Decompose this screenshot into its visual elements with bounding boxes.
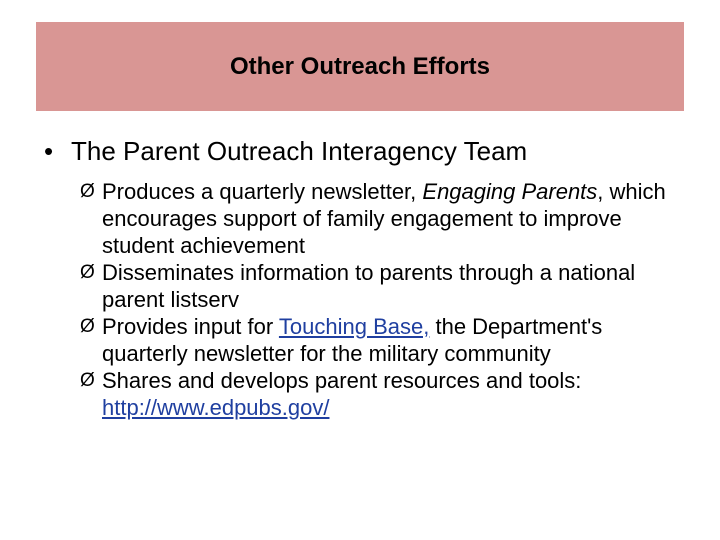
title-banner [36,22,684,111]
sub-bullet-text: Shares and develops parent resources and tools: [102,368,582,393]
arrow-bullet-icon: Ø [80,262,95,283]
sub-bullet-text: Disseminates information to parents through a national parent listserv [102,260,636,312]
touching-base-link[interactable]: Touching Base, [278,314,430,339]
main-bullet [44,133,684,169]
arrow-bullet-icon: Ø [80,181,95,202]
bullet-dot-icon: • [44,136,54,166]
sub-bullet-touching-base [80,313,690,367]
sub-bullet-text: the Department's quarterly newsletter for the military community [102,314,603,366]
sub-bullet-text: , which encourages support of family engagement to improve student achievement [102,179,666,258]
arrow-bullet-icon: Ø [80,370,95,391]
main-bullet-text: The Parent Outreach Interagency Team [71,136,528,166]
arrow-bullet-icon: Ø [80,316,95,337]
sub-bullet-resources [80,367,690,421]
newsletter-name: Engaging Parents [422,179,598,204]
sub-bullet-list [80,178,690,421]
sub-bullet-text: Provides input for [102,314,279,339]
sub-bullet-listserv [80,259,690,313]
edpubs-link[interactable]: http://www.edpubs.gov/ [102,395,330,420]
sub-bullet-newsletter [80,178,690,259]
sub-bullet-text: Produces a quarterly newsletter, [102,179,423,204]
slide-title: Other Outreach Efforts [229,52,491,80]
